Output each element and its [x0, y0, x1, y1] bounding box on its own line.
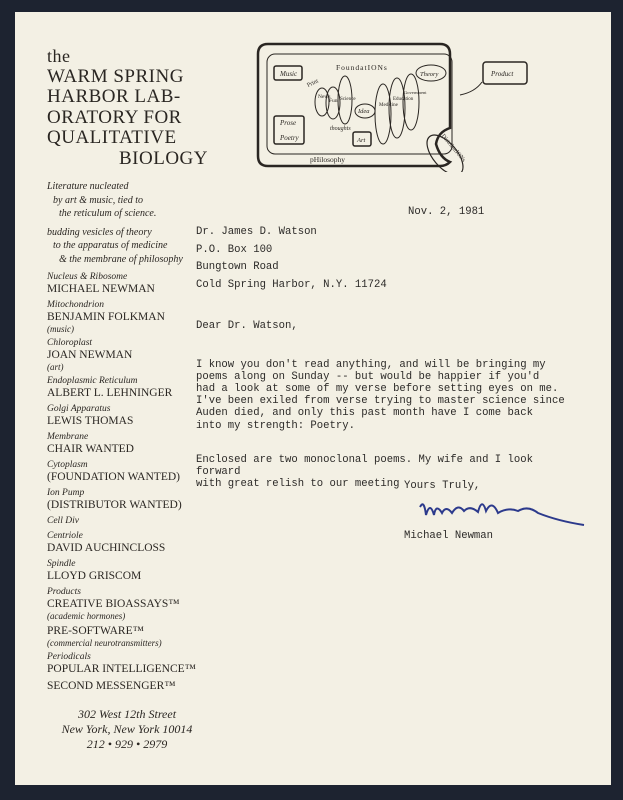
recipient-po-box: P.O. Box 100	[196, 243, 273, 256]
title-line: the	[47, 46, 71, 66]
roster-role: Mitochondrion	[47, 300, 104, 310]
roster-entry	[47, 652, 222, 676]
inside-address	[196, 224, 387, 294]
roster-note: (academic hormones)	[47, 611, 126, 621]
street: 302 West 12th Street	[77, 707, 177, 721]
title-line: BIOLOGY	[119, 147, 208, 169]
motto-line: Literature nucleated	[47, 181, 129, 192]
roster-name: ALBERT L. LEHNINGER	[47, 387, 173, 399]
distribution-label: DistributIONs	[439, 133, 467, 164]
title-line: ORATORY FOR	[47, 106, 182, 128]
roster-name: MICHAEL NEWMAN	[47, 283, 155, 295]
print-label: Print	[306, 78, 320, 89]
letter-body	[196, 308, 566, 503]
motto-line: budding vesicles of theory	[47, 226, 152, 238]
recipient-name: Dr. James D. Watson	[196, 226, 317, 238]
roster-role: Nucleus & Ribosome	[47, 272, 128, 282]
roster-role: Cytoplasm	[47, 460, 88, 470]
news-label: News	[318, 94, 331, 100]
theory-label: Theory	[420, 71, 439, 78]
roster-role: Centriole	[47, 531, 83, 541]
title-line: WARM SPRING	[47, 65, 184, 87]
roster-entry	[47, 587, 222, 621]
philosophy-label: pHilosophy	[310, 155, 346, 164]
science-label: Science	[340, 97, 356, 102]
handwritten-signature	[408, 493, 588, 529]
motto-line: the reticulum of science.	[59, 208, 157, 219]
motto-line: & the membrane of philosophy	[59, 253, 183, 265]
prose-label: Prose	[280, 119, 297, 127]
roster-role: Golgi Apparatus	[47, 404, 111, 414]
roster-name: BENJAMIN FOLKMAN	[47, 311, 165, 323]
roster-name: LLOYD GRISCOM	[47, 570, 142, 582]
letterhead-address	[47, 707, 207, 752]
title-line: HARBOR LAB-	[47, 86, 181, 107]
roster-role: Ion Pump	[47, 488, 85, 498]
medicine-label: Medicine	[379, 103, 398, 108]
roster-name: LEWIS THOMAS	[47, 415, 134, 427]
motto-line: to the apparatus of medicine	[53, 240, 168, 251]
phone: 212 • 929 • 2979	[86, 737, 168, 751]
roster-name: CREATIVE BIOASSAYS™	[47, 598, 180, 610]
motto-line: by art & music, tied to	[53, 194, 143, 206]
paragraph: Enclosed are two monoclonal poems. My wife and I look forward with great relish to our meeting	[196, 454, 533, 491]
poetry-label: Poetry	[280, 134, 299, 142]
product-label: Product	[491, 70, 514, 78]
salutation: Dear Dr. Watson,	[196, 320, 298, 333]
cell-diagram	[250, 40, 550, 172]
letterhead-title	[47, 46, 208, 169]
roster-name: (DISTRIBUTOR WANTED)	[47, 499, 182, 511]
roster-name: JOAN NEWMAN	[47, 349, 133, 361]
recipient-street: Bungtown Road	[196, 261, 279, 273]
roster-name: (FOUNDATION WANTED)	[47, 471, 180, 483]
roster-note: (music)	[47, 324, 74, 334]
city: New York, New York 10014	[61, 722, 193, 736]
roster-role: Cell Div	[47, 516, 79, 526]
roster-name: DAVID AUCHINCLOSS	[47, 542, 166, 554]
idea-label: Idea	[358, 108, 370, 115]
recipient-city: Cold Spring Harbor, N.Y. 11724	[196, 278, 387, 291]
government-label: Government	[404, 90, 427, 95]
roster-note: (art)	[47, 362, 64, 372]
thoughts-label: thoughts	[330, 126, 351, 132]
letter-date: Nov. 2, 1981	[408, 206, 485, 218]
roster-entry	[47, 680, 222, 693]
roster-name: PRE-SOFTWARE™	[47, 625, 144, 637]
paragraph: I know you don't read anything, and will be bringing my poems along on Sunday -- but would be happier if you'd had a look at some of my verse before setting eyes on me. I've been exiled from verse trying to master science since Auden died, and only this past month have I come back into my strength: Poetry.	[196, 358, 565, 432]
roster-role: Membrane	[47, 432, 89, 442]
art-label: Art	[357, 137, 366, 144]
roster-role: Products	[47, 587, 81, 597]
letterhead-mottos	[47, 180, 183, 266]
roster-note: (commercial neurotransmitters)	[47, 638, 162, 648]
roster-name: SECOND MESSENGER™	[47, 680, 176, 692]
roster-role: Periodicals	[47, 652, 91, 662]
education-label: Education	[393, 97, 414, 102]
roster-role: Endoplasmic Reticulum	[47, 376, 138, 386]
closing: Yours Truly,	[404, 480, 481, 492]
roster-role: Chloroplast	[47, 338, 93, 348]
roster-entry	[47, 625, 222, 648]
fun-label: Fun	[329, 98, 338, 104]
music-label: Music	[280, 70, 298, 78]
roster-name: CHAIR WANTED	[47, 443, 134, 455]
signer-name: Michael Newman	[404, 530, 494, 542]
roster-entry	[47, 531, 222, 555]
roster-entry	[47, 516, 222, 527]
roster-role: Spindle	[47, 559, 76, 569]
title-line: QUALITATIVE	[47, 127, 177, 148]
roster-entry	[47, 559, 222, 583]
foundations-label: FoundatIONs	[336, 63, 388, 72]
roster-name: POPULAR INTELLIGENCE™	[47, 663, 196, 675]
